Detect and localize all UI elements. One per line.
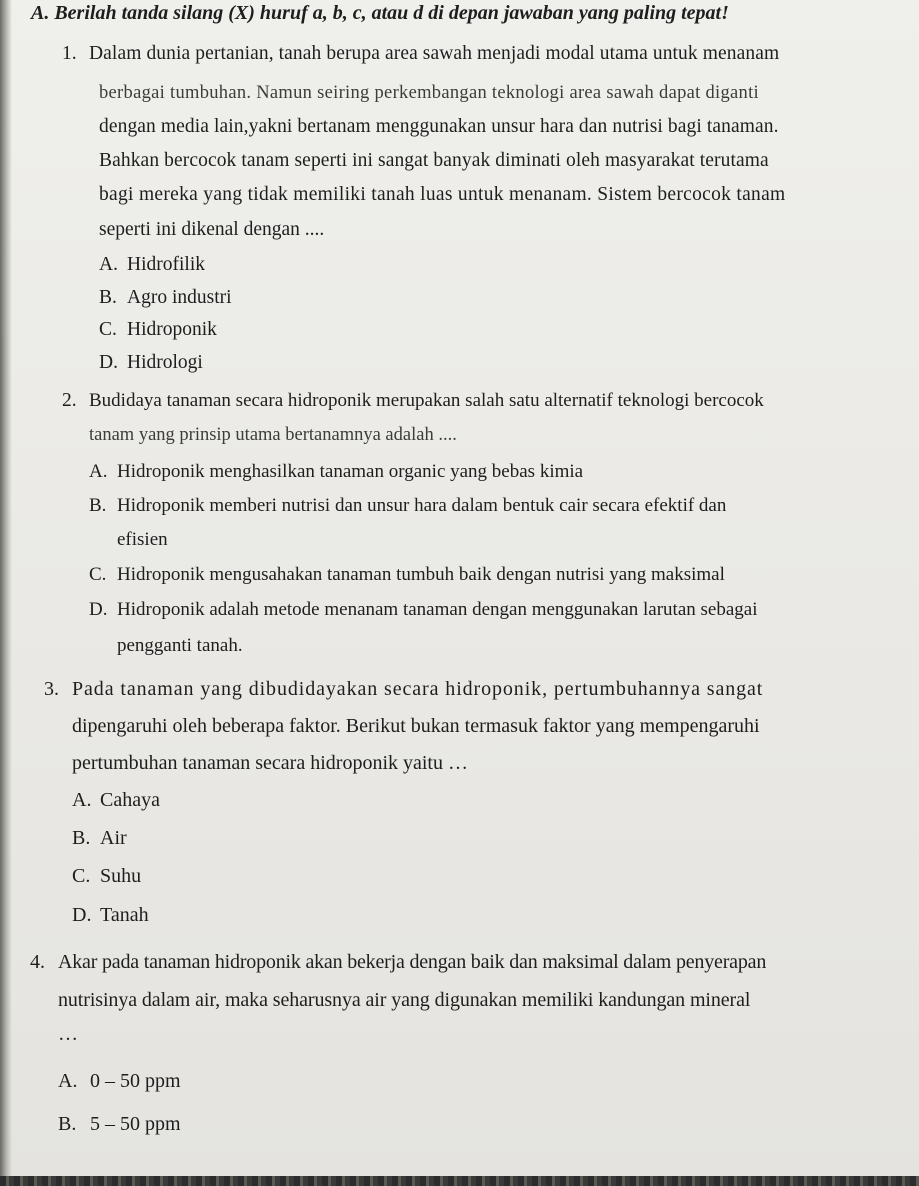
option-text-continuation: pengganti tanah.: [117, 635, 243, 656]
question-text-line: tanam yang prinsip utama bertanamnya adalah ....: [89, 425, 457, 445]
question-number: 2.: [62, 390, 77, 411]
option-letter: C.: [89, 564, 107, 585]
option-letter: D.: [72, 904, 92, 926]
question-text-line: dipengaruhi oleh beberapa faktor. Berikut bukan termasuk faktor yang mempengaruhi: [72, 715, 760, 737]
question-text-line: pertumbuhan tanaman secara hidroponik yaitu …: [72, 752, 468, 774]
option-letter: B.: [99, 287, 117, 308]
question-text-line: seperti ini dikenal dengan ....: [99, 219, 325, 240]
option-text: 5 – 50 ppm: [90, 1113, 181, 1135]
option-text: Hidroponik adalah metode menanam tanaman dengan menggunakan larutan sebagai: [117, 599, 758, 620]
question-number: 1.: [62, 43, 77, 64]
option-text: Hidroponik menghasilkan tanaman organic yang bebas kimia: [117, 461, 584, 482]
option-c[interactable]: [89, 565, 725, 584]
option-b[interactable]: [72, 828, 127, 848]
question-number: 4.: [30, 951, 45, 973]
question-text-line: Dalam dunia pertanian, tanah berupa area sawah menjadi modal utama untuk menanam: [89, 43, 780, 64]
option-text: Hidroponik: [127, 319, 217, 340]
option-letter: D.: [99, 352, 118, 373]
question-text-line: berbagai tumbuhan. Namun seiring perkembangan teknologi area sawah dapat diganti: [99, 83, 759, 103]
question-text-line: Bahkan bercocok tanam seperti ini sangat banyak diminati oleh masyarakat terutama: [99, 150, 769, 171]
option-b[interactable]: [99, 288, 232, 308]
option-d[interactable]: [99, 353, 203, 373]
option-a[interactable]: [89, 462, 583, 481]
option-text: Hidrologi: [127, 352, 203, 373]
option-letter: A.: [58, 1070, 78, 1092]
option-a[interactable]: [99, 255, 205, 275]
option-b[interactable]: [58, 1114, 181, 1134]
question-text-line: Budidaya tanaman secara hidroponik merupakan salah satu alternatif teknologi bercocok: [89, 390, 764, 411]
option-letter: A.: [72, 789, 92, 811]
option-letter: B.: [58, 1113, 77, 1135]
option-a[interactable]: [72, 790, 160, 810]
option-text: Suhu: [100, 865, 142, 887]
question-text-line: bagi mereka yang tidak memiliki tanah luas untuk menanam. Sistem bercocok tanam: [99, 184, 786, 205]
option-text: Hidrofilik: [127, 254, 205, 275]
option-letter: D.: [89, 599, 108, 620]
option-c[interactable]: [72, 866, 141, 886]
question-text-line: dengan media lain,yakni bertanam menggunakan unsur hara dan nutrisi bagi tanaman.: [99, 116, 779, 137]
option-text: Agro industri: [127, 287, 232, 308]
option-text: Air: [100, 827, 127, 849]
option-text: 0 – 50 ppm: [90, 1070, 181, 1092]
question-number: 3.: [44, 678, 59, 700]
option-text: Tanah: [100, 904, 149, 926]
question-text-line: Pada tanaman yang dibudidayakan secara hidroponik, pertumbuhannya sangat: [72, 678, 764, 700]
option-c[interactable]: [99, 320, 217, 340]
option-text-continuation: efisien: [117, 529, 168, 550]
option-letter: B.: [89, 495, 107, 516]
question-text-line: Akar pada tanaman hidroponik akan bekerja dengan baik dan maksimal dalam penyerapan: [58, 951, 767, 973]
section-instruction: A. Berilah tanda silang (X) huruf a, b, c, atau d di depan jawaban yang paling tepat!: [31, 2, 729, 24]
option-letter: C.: [72, 865, 91, 887]
option-text: Hidroponik mengusahakan tanaman tumbuh baik dengan nutrisi yang maksimal: [117, 564, 725, 585]
question-text-line: nutrisinya dalam air, maka seharusnya air yang digunakan memiliki kandungan mineral: [58, 989, 751, 1011]
option-text: Cahaya: [100, 789, 160, 811]
option-a[interactable]: [58, 1071, 181, 1091]
option-letter: A.: [99, 254, 118, 275]
page-fold-shadow: [0, 0, 12, 1186]
option-d[interactable]: [89, 600, 758, 619]
question-text-line: …: [58, 1023, 78, 1045]
option-letter: C.: [99, 319, 117, 340]
option-letter: A.: [89, 461, 108, 482]
option-letter: B.: [72, 827, 91, 849]
option-b[interactable]: [89, 496, 726, 515]
page-bottom-edge: [0, 1176, 919, 1186]
option-d[interactable]: [72, 905, 149, 925]
option-text: Hidroponik memberi nutrisi dan unsur hara dalam bentuk cair secara efektif dan: [117, 495, 727, 516]
